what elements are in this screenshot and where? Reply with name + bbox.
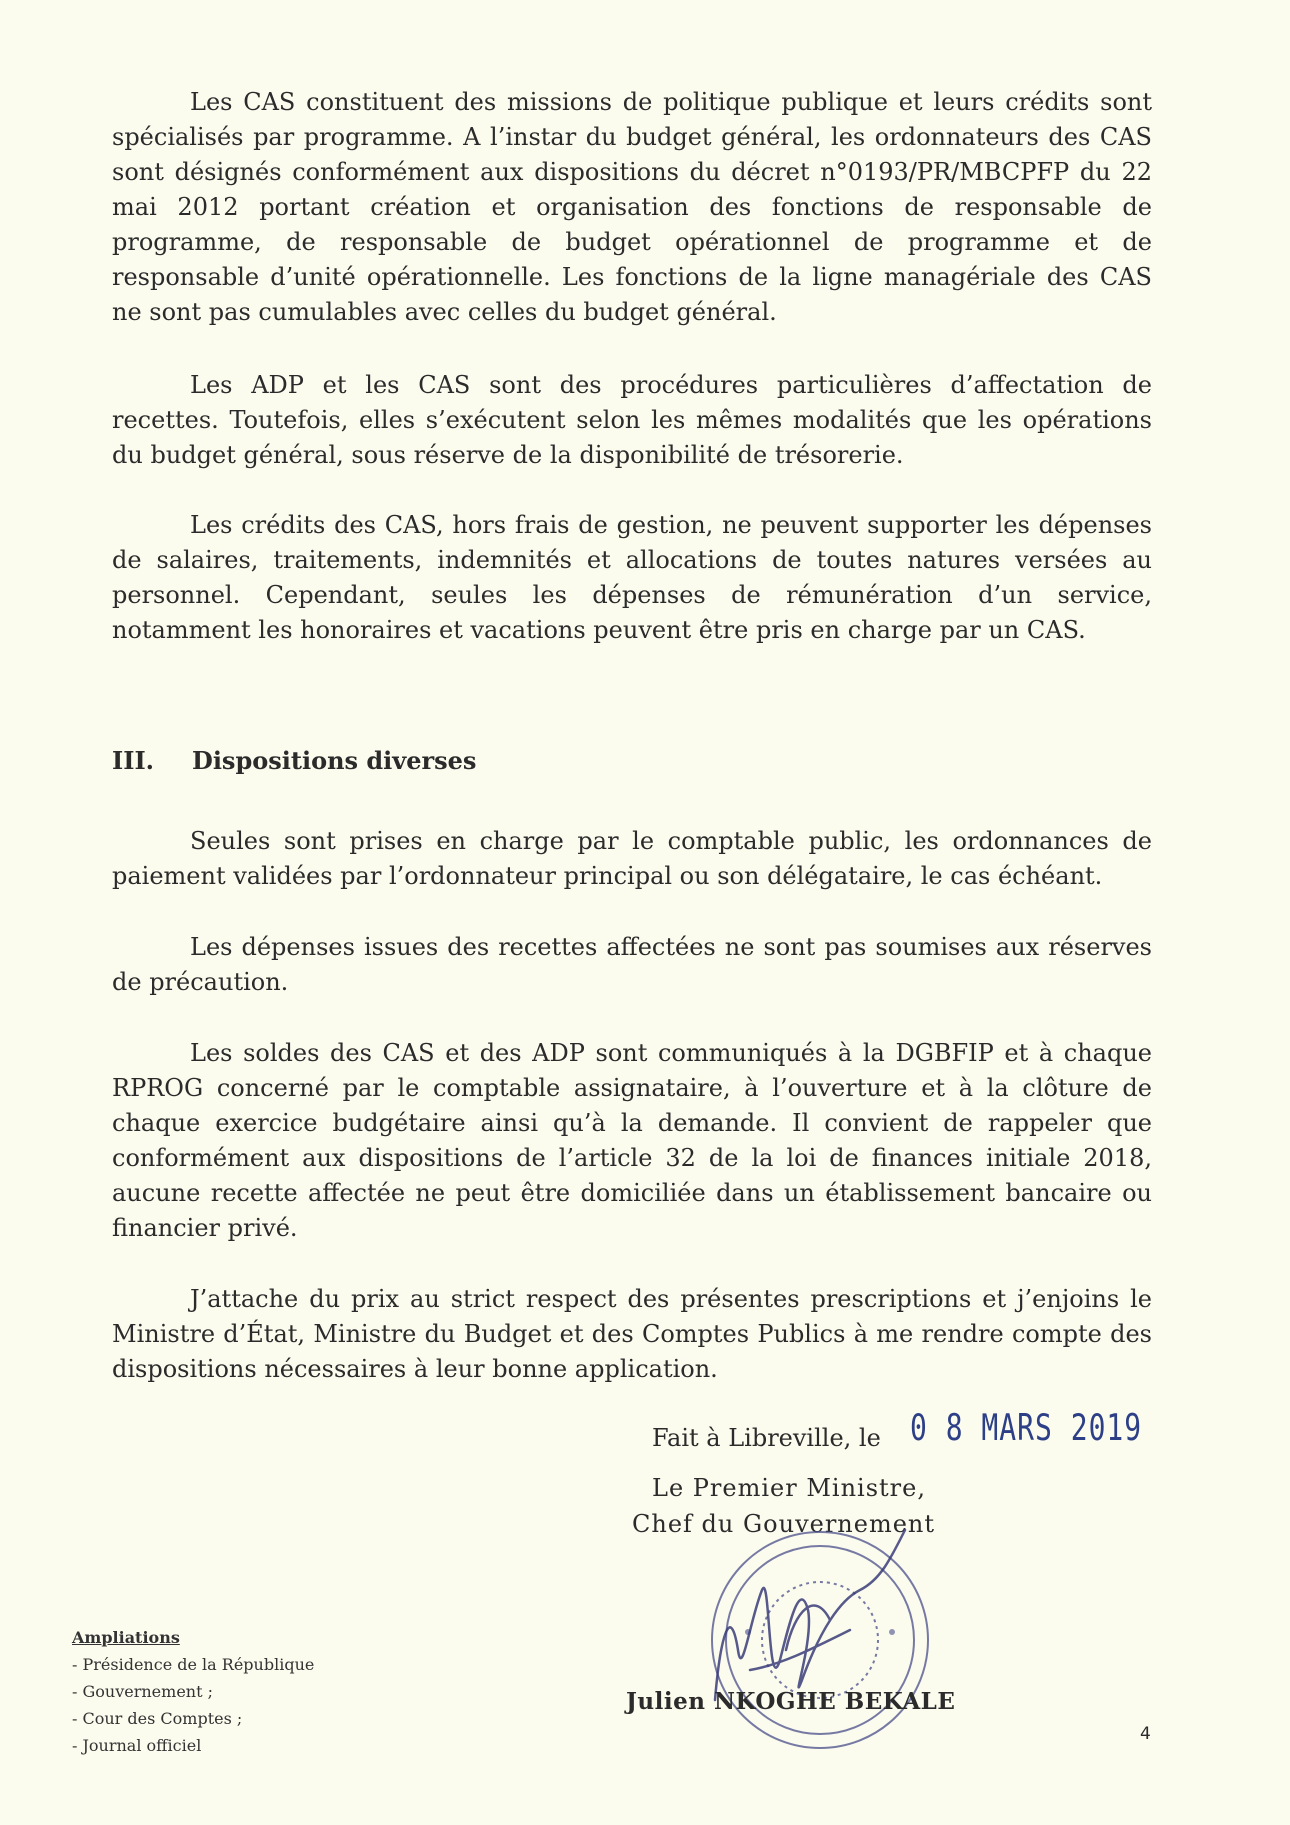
signatory-chef: Chef du Gouvernement xyxy=(632,1510,936,1538)
paragraph-cas-missions: Les CAS constituent des missions de politique publique et leurs crédits sont spécialisés par programme. A l’instar du budget général, les ordonnateurs des CAS sont désignés conformément aux dispositions du décret n°0193/PR/MBCPFP du 22 mai 2012 portant création et organisation des fonctions de responsable de programme, de responsable de budget opérationnel de programme et de responsable d’unité opérationnelle. Les fonctions de la ligne managériale des CAS ne sont pas cumulables avec celles du budget général. xyxy=(112,88,1152,326)
paragraph-reserves: Les dépenses issues des recettes affectées ne sont pas soumises aux réserves de précaution. xyxy=(112,933,1152,996)
ampliations-block xyxy=(72,1628,314,1759)
section-heading xyxy=(112,746,476,775)
signatory-name: Julien NKOGHE BEKALE xyxy=(626,1688,956,1715)
official-seal-with-signature xyxy=(690,1500,950,1760)
section-number: III. xyxy=(112,746,155,775)
signatory-title: Le Premier Ministre, xyxy=(652,1474,926,1502)
date-stamp: 0 8 MARS 2019 xyxy=(910,1406,1143,1449)
paragraph-soldes: Les soldes des CAS et des ADP sont communiqués à la DGBFIP et à chaque RPROG concerné par le comptable assignataire, à l’ouverture et à la clôture de chaque exercice budgétaire ainsi qu’à la demande. Il convient de rappeler que conformément aux dispositions de l’article 32 de la loi de finances initiale 2018, aucune recette affectée ne peut être domiciliée dans un établissement bancaire ou financier privé. xyxy=(112,1039,1152,1242)
paragraph-adp-cas-procedures: Les ADP et les CAS sont des procédures particulières d’affectation de recettes. Toutefois, elles s’exécutent selon les mêmes modalités que les opérations du budget général, sous réserve de la disponibilité de trésorerie. xyxy=(112,371,1152,469)
ampliation-item: - Journal officiel xyxy=(72,1732,314,1759)
page-number: 4 xyxy=(1140,1724,1151,1744)
paragraph-conclusion: J’attache du prix au strict respect des présentes prescriptions et j’enjoins le Ministre d’État, Ministre du Budget et des Comptes Publics à me rendre compte des dispositions nécessaires à leur bonne application. xyxy=(112,1285,1152,1383)
ampliation-item: - Cour des Comptes ; xyxy=(72,1705,314,1732)
ampliations-title: Ampliations xyxy=(72,1628,180,1647)
ampliation-item: - Gouvernement ; xyxy=(72,1678,314,1705)
paragraph-ordonnances: Seules sont prises en charge par le comptable public, les ordonnances de paiement validées par l’ordonnateur principal ou son délégataire, le cas échéant. xyxy=(112,827,1152,890)
paragraph-cas-credits: Les crédits des CAS, hors frais de gestion, ne peuvent supporter les dépenses de salaires, traitements, indemnités et allocations de toutes natures versées au personnel. Cependant, seules les dépenses de rémunération d’un service, notamment les honoraires et vacations peuvent être pris en charge par un CAS. xyxy=(112,511,1152,644)
section-title: Dispositions diverses xyxy=(192,746,477,775)
ampliations-list xyxy=(72,1651,314,1759)
signature-place: Fait à Libreville, le xyxy=(652,1424,881,1452)
ampliation-item: - Présidence de la République xyxy=(72,1651,314,1678)
